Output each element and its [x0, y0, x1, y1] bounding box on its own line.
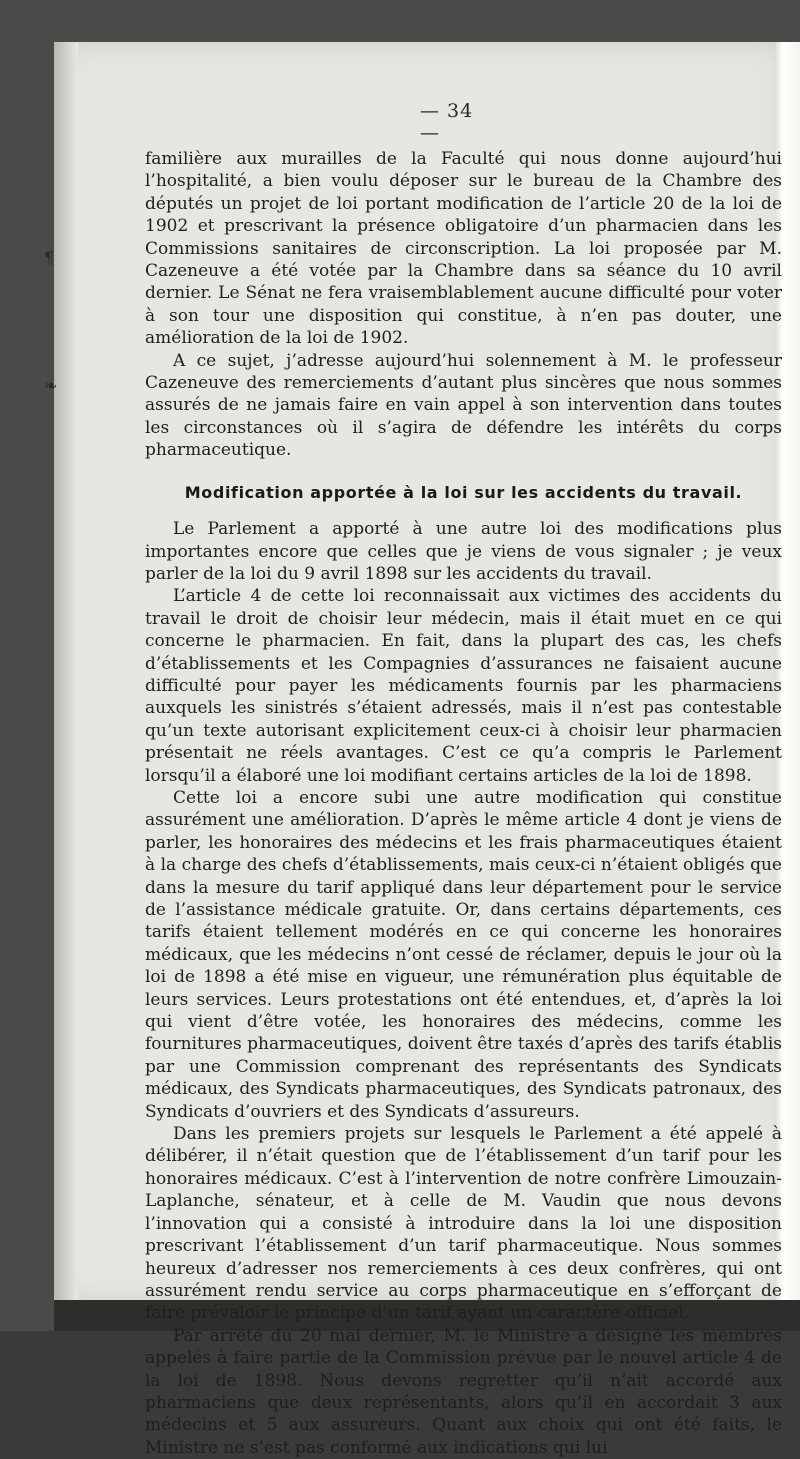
paragraph: familière aux murailles de la Faculté qui nous donne aujourd’hui l’hospitalité, a bien voulu déposer sur le bureau de la Chambre des députés un projet de loi portant modification de l’article 20 de la loi de 1902 et prescrivant la présence obligatoire d’un pharmacien dans les Commissions sanitaires de circonscription. La loi proposée par M. Cazeneuve a été votée par la Chambre dans sa séance du 10 avril dernier. Le Sénat ne fera vraisemblablement aucune difficulté pour voter à son tour une disposition qui constitue, à n’en pas douter, une amélioration de la loi de 1902.	[145, 149, 782, 349]
section-heading: Modification apportée à la loi sur les accidents du travail.	[184, 482, 743, 502]
margin-mark: ❧	[44, 376, 58, 395]
margin-marks	[44, 250, 64, 410]
paragraph: Dans les premiers projets sur lesquels le Parlement a été appelé à délibérer, il n’était question que de l’établissement d’un tarif pour les honoraires médicaux. C’est à l’intervention de notre confrère Limouzain-Laplanche, sénateur, et à celle de M. Vaudin que nous devons l’innovation qui a consisté à introduire dans la loi une disposition prescrivant l’établissement d’un tarif pharmaceutique. Nous sommes heureux d’adresser nos remerciements à ces deux confrères, qui ont assurément rendu service au corps pharmaceutique en s’efforçant de faire prévaloir le principe d’un tarif ayant un caractère officiel.	[145, 1124, 782, 1324]
margin-mark: ¶	[44, 248, 55, 267]
paragraph: L’article 4 de cette loi reconnaissait aux victimes des accidents du travail le droit de choisir leur médecin, mais il était muet en ce qui concerne le pharmacien. En fait, dans la plupart des cas, les chefs d’établissements et les Compagnies d’assurances ne faisaient aucune difficulté pour payer les médicaments fournis par les pharmaciens auxquels les sinistrés s’étaient adressés, mais il n’est pas contestable qu’un texte autorisant explicitement ceux-ci à choisir leur pharmacien présentait ne réels avantages. C’est ce qu’a compris le Parlement lorsqu’il a élaboré une loi modifiant certains articles de la loi de 1898.	[145, 586, 782, 786]
page-body	[145, 148, 782, 1459]
paragraph: Le Parlement a apporté à une autre loi des modifications plus importantes encore que celles que je viens de vous signaler ; je veux parler de la loi du 9 avril 1898 sur les accidents du travail.	[145, 519, 782, 584]
page-number: — 34 —	[420, 100, 474, 144]
paragraph: Cette loi a encore subi une autre modification qui constitue assurément une amélioration. D’après le même article 4 dont je viens de parler, les honoraires des médecins et les frais pharmaceutiques étaient à la charge des chefs d’établissements, mais ceux-ci n’étaient obligés que dans la mesure du tarif appliqué dans leur département pour le service de l’assistance médicale gratuite. Or, dans certains départements, ces tarifs étaient tellement modérés en ce qui concerne les honoraires médicaux, que les médecins n’ont cessé de réclamer, depuis le jour où la loi de 1898 a été mise en vigueur, une rémunération plus équitable de leurs services. Leurs protestations ont été entendues, et, d’après la loi qui vient d’être votée, les honoraires des médecins, comme les fournitures pharmaceutiques, doivent être taxés d’après des tarifs établis par une Commission comprenant des représentants des Syndicats médicaux, des Syndicats pharmaceutiques, des Syndicats patronaux, des Syndicats d’ouvriers et des Syndicats d’assureurs.	[145, 787, 782, 1122]
page-binding-shadow	[54, 42, 78, 1304]
paragraph: A ce sujet, j’adresse aujourd’hui solennement à M. le professeur Cazeneuve des remerciements d’autant plus sincères que nous sommes assurés de ne jamais faire en vain appel à son intervention dans toutes les circonstances où il s’agira de défendre les intérêts du corps pharmaceutique.	[145, 350, 782, 461]
paragraph: Par arrêté du 20 mai dernier, M. le Ministre a désigné les membres appelés à faire partie de la Commission prévue par le nouvel article 4 de la loi de 1898. Nous devons regretter qu’il n’ait accordé aux pharmaciens que deux représentants, alors qu’il en accordait 3 aux médecins et 5 aux assureurs. Quant aux choix qui ont été faits, le Ministre ne s’est pas conformé aux indications qui lui	[145, 1325, 782, 1458]
